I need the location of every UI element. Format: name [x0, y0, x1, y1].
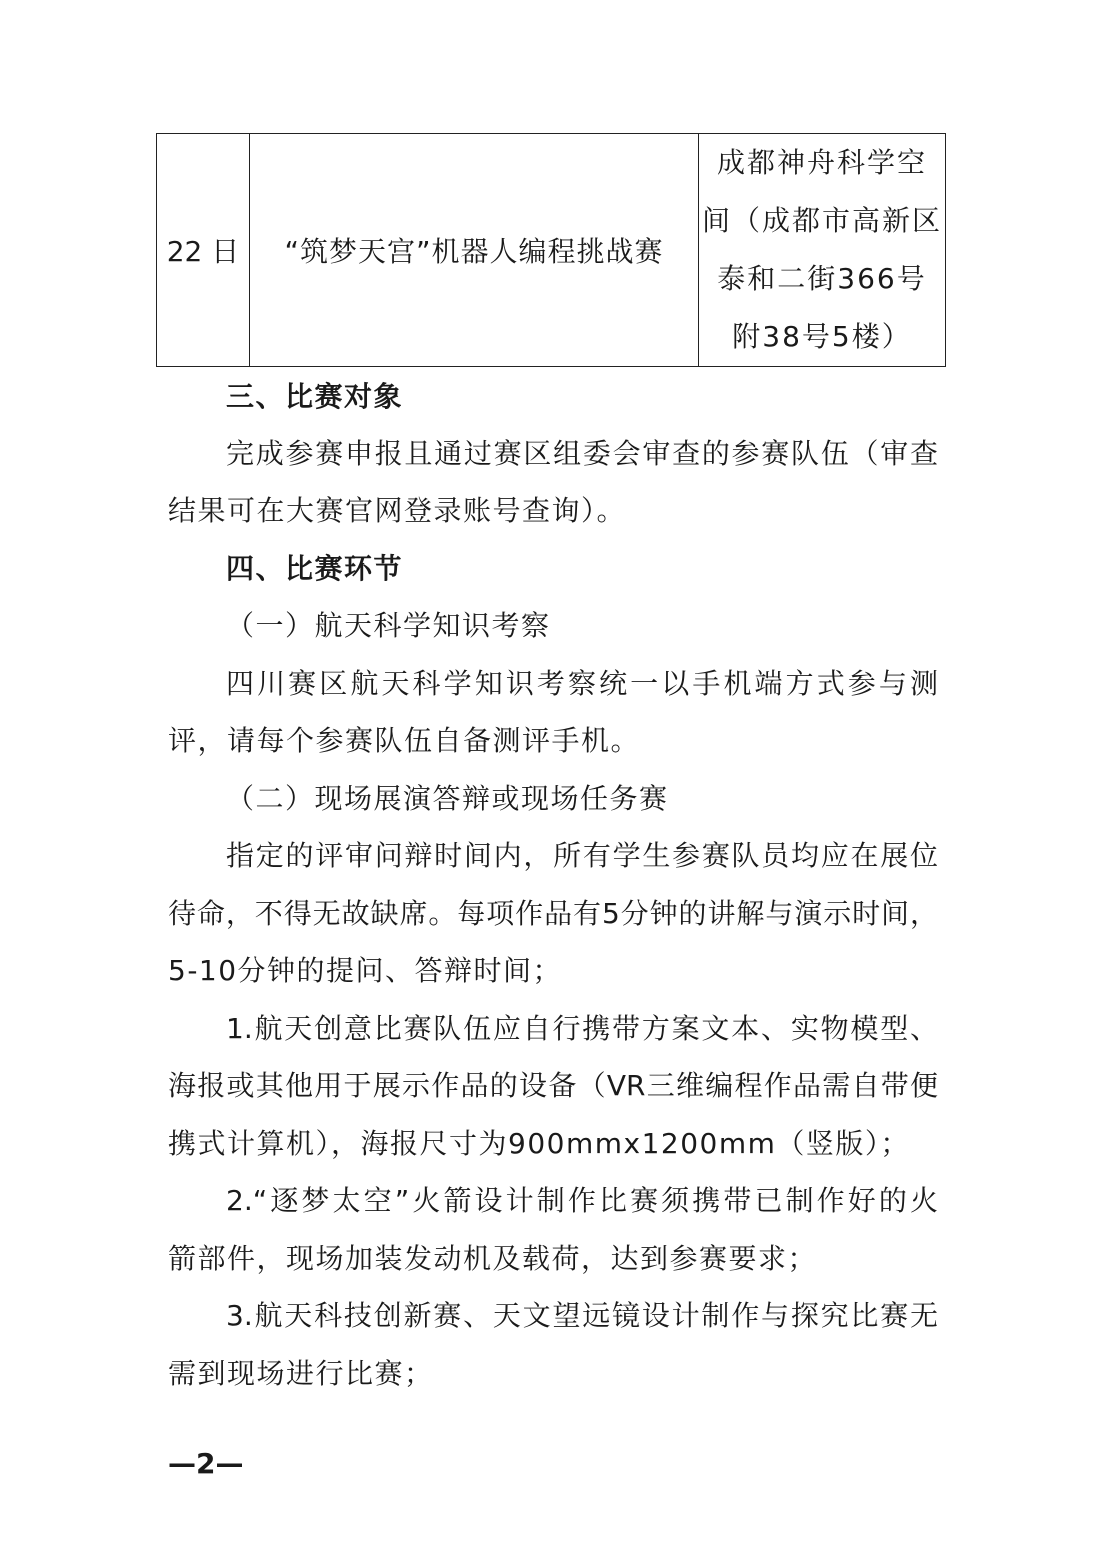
- paragraph-line: 完成参赛申报且通过赛区组委会审查的参赛队伍（审查: [226, 437, 938, 470]
- venue-line: 间（成都市高新区: [701, 204, 942, 237]
- subsection-title: （二）现场展演答辩或现场任务赛: [226, 782, 669, 815]
- paragraph-line: 结果可在大赛官网登录账号查询）。: [168, 494, 627, 527]
- paragraph-line: 携式计算机），海报尺寸为900mmx1200mm（竖版）；: [168, 1127, 910, 1160]
- paragraph-line: 箭部件，现场加装发动机及载荷，达到参赛要求；: [168, 1242, 818, 1275]
- paragraph-line: 评，请每个参赛队伍自备测评手机。: [168, 724, 641, 757]
- paragraph-line: 1.航天创意比赛队伍应自行携带方案文本、实物模型、: [226, 1012, 938, 1045]
- paragraph-line: 待命，不得无故缺席。每项作品有5分钟的讲解与演示时间，: [168, 897, 938, 930]
- page-number: —2—: [168, 1447, 244, 1480]
- paragraph-line: 需到现场进行比赛；: [168, 1357, 434, 1390]
- schedule-table: [156, 133, 946, 367]
- venue-line: 成都神舟科学空: [716, 146, 927, 179]
- paragraph-line: 5-10分钟的提问、答辩时间；: [168, 954, 563, 987]
- paragraph-line: 四川赛区航天科学知识考察统一以手机端方式参与测: [226, 667, 938, 700]
- venue-line: 泰和二街366号: [717, 262, 927, 295]
- paragraph-line: 3.航天科技创新赛、天文望远镜设计制作与探究比赛无: [226, 1299, 938, 1332]
- event-cell: “筑梦天宫”机器人编程挑战赛: [250, 134, 699, 367]
- venue-cell: [699, 134, 946, 367]
- subsection-title: （一）航天科学知识考察: [226, 609, 551, 642]
- section4-heading: 四、比赛环节: [226, 552, 404, 585]
- paragraph-line: 2.“逐梦太空”火箭设计制作比赛须携带已制作好的火: [226, 1184, 938, 1217]
- paragraph-line: 海报或其他用于展示作品的设备（VR三维编程作品需自带便: [168, 1069, 938, 1102]
- venue-line: 附38号5楼）: [732, 320, 912, 353]
- section3-heading: 三、比赛对象: [226, 380, 404, 413]
- table-row: [157, 134, 946, 367]
- date-cell: 22 日: [157, 134, 250, 367]
- paragraph-line: 指定的评审问辩时间内，所有学生参赛队员均应在展位: [226, 839, 938, 872]
